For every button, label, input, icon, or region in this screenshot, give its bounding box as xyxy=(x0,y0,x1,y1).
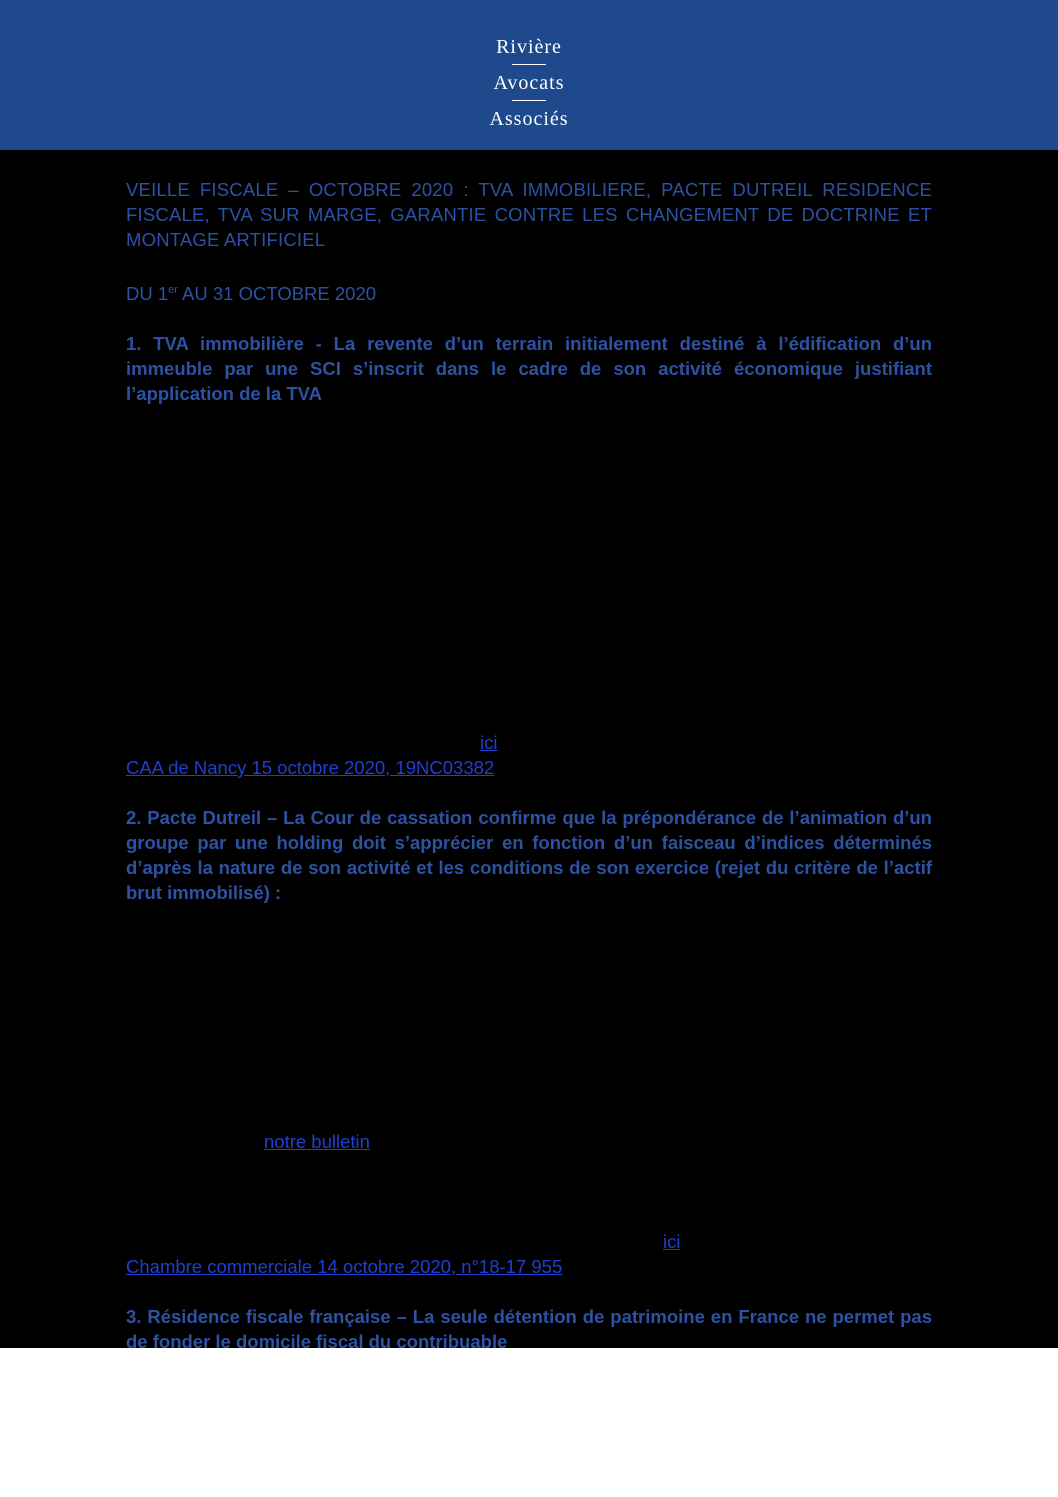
section-3-heading: 3. Résidence fiscale française – La seule détention de patrimoine en France ne permet pas de fonder le domicile fiscal du contribuable xyxy=(126,1306,932,1352)
firm-logo xyxy=(0,34,1058,132)
logo-line-1: Rivière xyxy=(496,36,562,58)
logo-divider xyxy=(512,100,546,101)
period-line xyxy=(126,281,932,306)
bulletin-link[interactable]: notre bulletin xyxy=(264,1131,370,1152)
section-1-reference-link[interactable]: CAA de Nancy 15 octobre 2020, 19NC03382 xyxy=(126,757,495,778)
logo-line-2: Avocats xyxy=(493,72,565,94)
logo-line-3: Associés xyxy=(489,108,569,130)
section-2-reference-link[interactable]: Chambre commerciale 14 octobre 2020, n°18-17 955 xyxy=(126,1256,563,1277)
section-2-ici-link[interactable]: ici xyxy=(663,1231,681,1252)
document-body xyxy=(0,150,1058,1348)
section-1-heading: 1. TVA immobilière - La revente d’un terrain initialement destiné à l’édification d’un immeuble par une SCI s’inscrit dans le cadre de son activité économique justifiant l’application de la TVA xyxy=(126,333,932,404)
logo-divider xyxy=(512,64,546,65)
period-superscript: er xyxy=(168,284,178,296)
section-1-ici-link[interactable]: ici xyxy=(480,732,498,753)
document-title: VEILLE FISCALE – OCTOBRE 2020 : TVA IMMOBILIERE, PACTE DUTREIL RESIDENCE FISCALE, TVA SUR MARGE, GARANTIE CONTRE LES CHANGEMENT DE DOCTRINE ET MONTAGE ARTIFICIEL xyxy=(126,179,932,250)
period-suffix: AU 31 OCTOBRE 2020 xyxy=(177,283,377,304)
section-2-heading: 2. Pacte Dutreil – La Cour de cassation confirme que la prépondérance de l’animation d’un groupe par une holding doit s’apprécier en fonction d’un faisceau d’indices déterminés d’après la nature de son activité et les conditions de son exercice (rejet du critère de l’actif brut immobilisé) : xyxy=(126,807,932,903)
period-prefix: DU 1 xyxy=(126,283,169,304)
